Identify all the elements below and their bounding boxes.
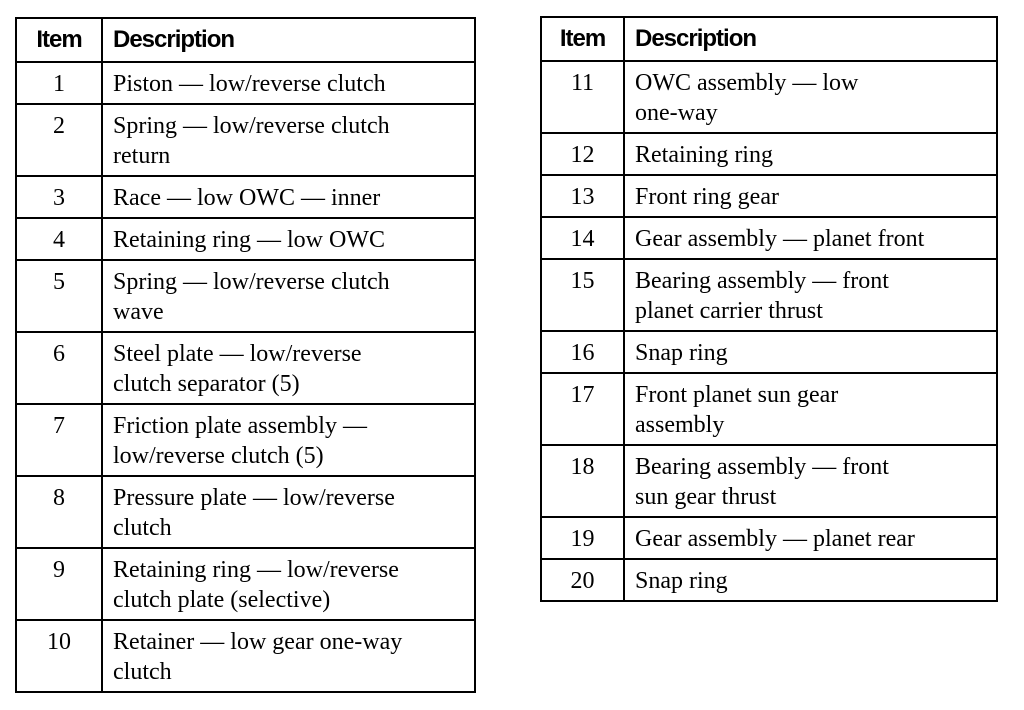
item-description: Retaining ring — low/reverse clutch plate (selective) (102, 548, 475, 620)
table-row (16, 548, 475, 620)
item-column-header: Item (541, 17, 624, 61)
table-row (541, 517, 997, 559)
table-row (541, 217, 997, 259)
item-number: 12 (541, 133, 624, 175)
table-row (16, 176, 475, 218)
item-description: Spring — low/reverse clutch return (102, 104, 475, 176)
table-row (16, 62, 475, 104)
table-row (541, 259, 997, 331)
table-row (541, 331, 997, 373)
item-description: Retainer — low gear one-way clutch (102, 620, 475, 692)
table-row (16, 260, 475, 332)
item-number: 2 (16, 104, 102, 176)
item-column-header: Item (16, 18, 102, 62)
description-column-header: Description (102, 18, 475, 62)
description-column-header: Description (624, 17, 997, 61)
item-number: 16 (541, 331, 624, 373)
item-description: Front planet sun gear assembly (624, 373, 997, 445)
table-row (541, 445, 997, 517)
table-row (16, 104, 475, 176)
item-number: 18 (541, 445, 624, 517)
item-number: 8 (16, 476, 102, 548)
item-description: Friction plate assembly — low/reverse clutch (5) (102, 404, 475, 476)
item-description: Pressure plate — low/reverse clutch (102, 476, 475, 548)
table-row (541, 559, 997, 601)
table-header-row (541, 17, 997, 61)
item-description: Steel plate — low/reverse clutch separator (5) (102, 332, 475, 404)
item-number: 4 (16, 218, 102, 260)
item-number: 15 (541, 259, 624, 331)
item-number: 20 (541, 559, 624, 601)
parts-table-right (540, 16, 998, 602)
item-number: 9 (16, 548, 102, 620)
table-row (541, 373, 997, 445)
item-description: Front ring gear (624, 175, 997, 217)
table-row (16, 620, 475, 692)
item-number: 10 (16, 620, 102, 692)
item-description: Gear assembly — planet front (624, 217, 997, 259)
item-number: 11 (541, 61, 624, 133)
item-number: 14 (541, 217, 624, 259)
item-description: Spring — low/reverse clutch wave (102, 260, 475, 332)
item-number: 6 (16, 332, 102, 404)
item-number: 13 (541, 175, 624, 217)
item-number: 3 (16, 176, 102, 218)
item-description: Piston — low/reverse clutch (102, 62, 475, 104)
item-description: OWC assembly — low one-way (624, 61, 997, 133)
item-number: 1 (16, 62, 102, 104)
table-row (541, 133, 997, 175)
item-description: Bearing assembly — front sun gear thrust (624, 445, 997, 517)
item-description: Snap ring (624, 331, 997, 373)
item-description: Gear assembly — planet rear (624, 517, 997, 559)
table-row (16, 404, 475, 476)
table-row (16, 476, 475, 548)
item-number: 19 (541, 517, 624, 559)
item-description: Snap ring (624, 559, 997, 601)
table-row (541, 175, 997, 217)
table-row (541, 61, 997, 133)
table-header-row (16, 18, 475, 62)
item-description: Bearing assembly — front planet carrier thrust (624, 259, 997, 331)
item-description: Retaining ring (624, 133, 997, 175)
item-description: Retaining ring — low OWC (102, 218, 475, 260)
item-description: Race — low OWC — inner (102, 176, 475, 218)
table-row (16, 218, 475, 260)
item-number: 5 (16, 260, 102, 332)
item-number: 17 (541, 373, 624, 445)
table-row (16, 332, 475, 404)
item-number: 7 (16, 404, 102, 476)
parts-table-left (15, 17, 476, 693)
